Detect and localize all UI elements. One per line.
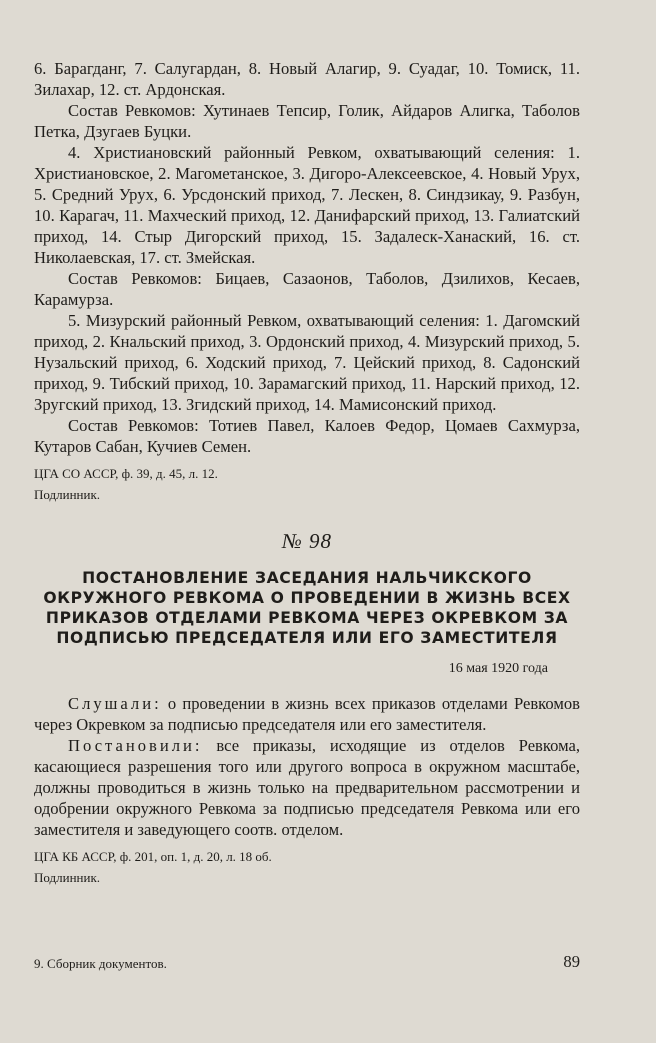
- archive-source-1: ЦГА СО АССР, ф. 39, д. 45, л. 12.: [34, 466, 218, 481]
- continued-paragraph-1: 6. Барагданг, 7. Салугардан, 8. Новый Алагир, 9. Суадаг, 10. Томиск, 11. Зилахар, 12. ст. Ардонская.: [34, 59, 580, 99]
- heard-label: Слушали:: [68, 694, 162, 713]
- archive-source-2: ЦГА КБ АССР, ф. 201, оп. 1, д. 20, л. 18 об.: [34, 849, 272, 864]
- original-note-1: Подлинник.: [34, 487, 101, 502]
- resolved-text: все приказы, исходящие из отделов Ревкома, касающиеся разрешения того или другого вопроса в окружном масштабе, должны проводиться в жизнь только на предварительном рассмотрении и одобрении окружного Ревкома за подписью председателя Ревкома или его заместителя и заведующего соотв. отделом.: [34, 736, 580, 839]
- page-content: [34, 58, 580, 888]
- document-number: № 98: [281, 529, 333, 553]
- resolved-paragraph: [34, 735, 580, 840]
- document-title: ПОСТАНОВЛЕНИЕ ЗАСЕДАНИЯ НАЛЬЧИКСКОГО ОКРУЖНОГО РЕВКОМА О ПРОВЕДЕНИИ В ЖИЗНЬ ВСЕХ ПРИКАЗОВ ОТДЕЛАМИ РЕВКОМА ЧЕРЕЗ ОКРЕВКОМ ЗА ПОДПИСЬЮ ПРЕДСЕДАТЕЛЯ ИЛИ ЕГО ЗАМЕСТИТЕЛЯ: [43, 569, 571, 647]
- continued-paragraph-6: Состав Ревкомов: Тотиев Павел, Калоев Федор, Цомаев Сахмурза, Кутаров Сабан, Кучиев Семен.: [34, 416, 580, 456]
- original-note-2: Подлинник.: [34, 870, 101, 885]
- page-number: 89: [563, 952, 580, 971]
- heard-paragraph: [34, 693, 580, 735]
- heard-text: о проведении в жизнь всех приказов отделами Ревкомов через Окревком за подписью председателя или его заместителя.: [34, 694, 580, 734]
- continued-paragraph-4: Состав Ревкомов: Бицаев, Сазаонов, Таболов, Дзилихов, Кесаев, Карамурза.: [34, 269, 580, 309]
- resolved-label: Постановили:: [68, 736, 203, 755]
- continued-paragraph-5: 5. Мизурский районный Ревком, охватывающий селения: 1. Дагомский приход, 2. Кнальский приход, 3. Ордонский приход, 4. Мизурский приход, 5. Нузальский приход, 6. Ходский приход, 7. Цейский приход, 8. Садонский приход, 9. Тибский приход, 10. Зарамагский приход, 11. Нарский приход, 12. Зругский приход, 13. Згидский приход, 14. Мамисонский приход.: [34, 311, 580, 414]
- continued-paragraph-2: Состав Ревкомов: Хутинаев Тепсир, Голик, Айдаров Алигка, Таболов Петка, Дзугаев Буцки.: [34, 101, 580, 141]
- continued-paragraph-3: 4. Христиановский районный Ревком, охватывающий селения: 1. Христиановское, 2. Магометанское, 3. Дигоро-Алексеевское, 4. Новый Урух, 5. Средний Урух, 6. Урсдонский приход, 7. Лескен, 8. Синдзикау, 9. Разбун, 10. Карагач, 11. Махческий приход, 12. Данифарский приход, 13. Галиатский приход, 14. Стыр Дигорский приход, 15. Задалеск-Ханаский, 16. ст. Николаевская, 17. ст. Змейская.: [34, 143, 580, 267]
- page-footer: [34, 953, 580, 974]
- collection-signature: 9. Сборник документов.: [34, 956, 167, 971]
- document-date: 16 мая 1920 года: [448, 661, 548, 676]
